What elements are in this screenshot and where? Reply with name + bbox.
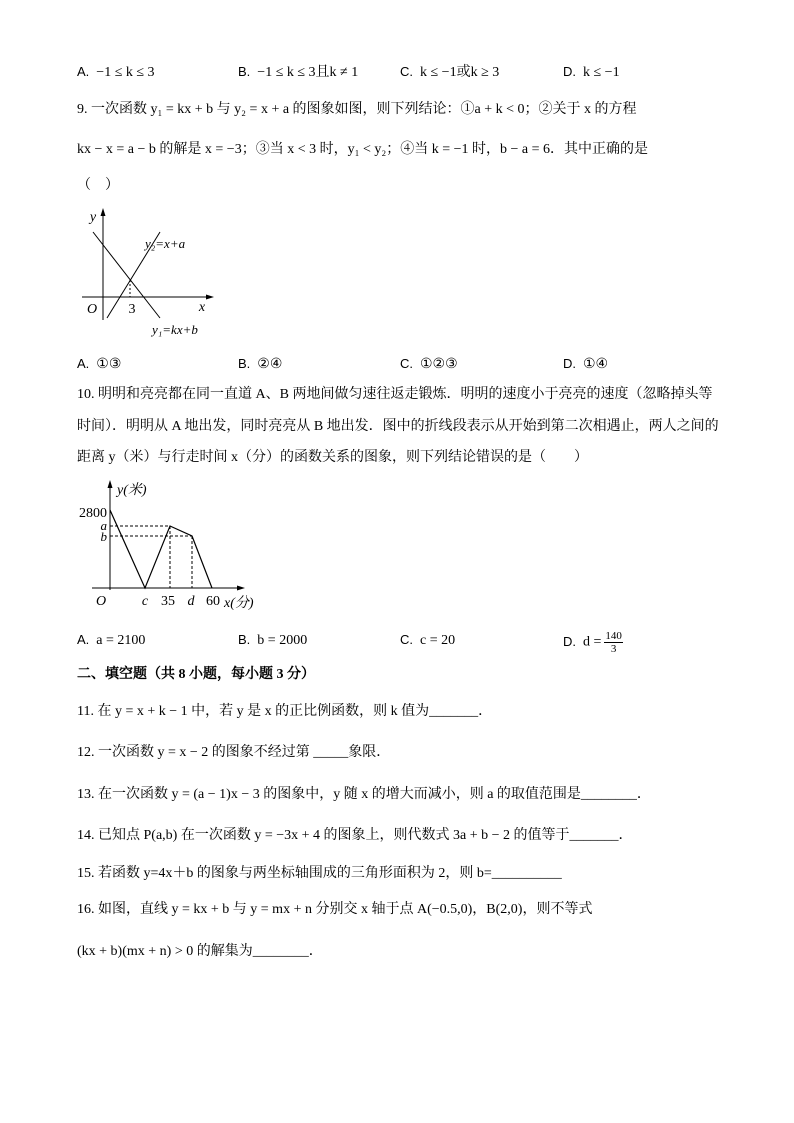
option-text: ①②③ <box>420 357 458 372</box>
q10-graph <box>70 478 270 613</box>
fraction-denominator: 3 <box>610 643 617 655</box>
distance-polyline <box>110 510 212 588</box>
option-text: b = 2000 <box>257 633 308 648</box>
option-text: a = 2100 <box>96 633 146 648</box>
q12-text: 12. 一次函数 y = x − 2 的图象不经过第 _____象限． <box>77 745 391 760</box>
q8-option-d <box>563 62 620 83</box>
x-tick-c: c <box>141 594 149 609</box>
option-letter: D. <box>563 356 576 371</box>
section-heading: 二、填空题（共 8 小题，每小题 3 分） <box>77 667 315 682</box>
y-tick-b: b <box>100 529 107 544</box>
option-text: −1 ≤ k ≤ 3 <box>96 65 155 80</box>
x-axis-arrow <box>206 295 214 300</box>
tick-label-3: 3 <box>128 302 136 317</box>
q9-option-c <box>400 354 458 375</box>
q9-answer-bracket: （ ） <box>77 178 119 193</box>
q10-option-b <box>238 630 307 651</box>
q9-option-a <box>77 354 121 375</box>
q14-text: 14. 已知点 P(a,b) 在一次函数 y = −3x + 4 的图象上，则代数式 3a + b − 2 的值等于_______． <box>77 828 633 843</box>
option-letter: C. <box>400 632 413 647</box>
q9-line-2: kx − x = a − b 的解是 x = −3；③当 x < 3 时，y₁ < y₂；④当 k = −1 时，b − a = 6．其中正确的是 <box>77 142 649 157</box>
q9-graph <box>75 205 215 345</box>
option-letter: C. <box>400 356 413 371</box>
q16-line-1: 16. 如图，直线 y = kx + b 与 y = mx + n 分别交 x 轴于点 A(−0.5,0)，B(2,0)，则不等式 <box>77 902 593 917</box>
x-tick-d: d <box>187 594 195 609</box>
option-letter: A. <box>77 64 90 79</box>
option-text: k ≤ −1或k ≥ 3 <box>420 65 500 80</box>
option-text: ②④ <box>257 357 283 372</box>
option-letter: D. <box>563 633 576 649</box>
q9-line-1: 9. 一次函数 y₁ = kx + b 与 y₂ = x + a 的图象如图，则下列结论：①a + k < 0；②关于 x 的方程 <box>77 102 637 117</box>
option-letter: B. <box>238 632 251 647</box>
origin-label: O <box>86 302 98 317</box>
q10-option-a <box>77 630 145 651</box>
origin-label: O <box>95 594 107 609</box>
x-axis-label: x(分) <box>224 596 254 611</box>
option-text: k ≤ −1 <box>583 65 620 80</box>
y-tick-2800: 2800 <box>79 506 107 521</box>
y-axis-label: y(米) <box>117 483 147 498</box>
option-text: d = <box>583 634 602 650</box>
q10-option-d <box>563 630 623 655</box>
option-letter: A. <box>77 632 90 647</box>
option-text: c = 20 <box>420 633 456 648</box>
q8-option-c <box>400 62 499 83</box>
option-letter: C. <box>400 64 413 79</box>
q10-line-2: 时间）．明明从 A 地出发，同时亮亮从 B 地出发．图中的折线段表示从开始到第二次相遇止，两人之间的 <box>77 419 719 434</box>
q10-line-1: 10. 明明和亮亮都在同一直道 A、B 两地间做匀速往返走锻炼．明明的速度小于亮亮的速度（忽略掉头等 <box>77 387 713 402</box>
option-letter: D. <box>563 64 576 79</box>
x-tick-35: 35 <box>161 594 175 609</box>
option-text: ①③ <box>96 357 122 372</box>
fraction <box>604 630 623 655</box>
q11-text: 11. 在 y = x + k − 1 中，若 y 是 x 的正比例函数，则 k 值为_______． <box>77 704 493 719</box>
x-axis-arrow <box>237 586 245 591</box>
x-axis-label: x <box>198 300 206 315</box>
q15-text: 15. 若函数 y=4x＋b 的图象与两坐标轴围成的三角形面积为 2，则 b=__________ <box>77 866 562 881</box>
q8-option-a <box>77 62 155 83</box>
fraction-numerator: 140 <box>605 630 622 642</box>
q8-option-b <box>238 62 358 83</box>
option-text: −1 ≤ k ≤ 3且k ≠ 1 <box>257 65 359 80</box>
q9-option-b <box>238 354 282 375</box>
option-text: ①④ <box>583 357 609 372</box>
y-axis-arrow <box>108 480 113 488</box>
y-axis-arrow <box>101 208 106 216</box>
q13-text: 13. 在一次函数 y = (a − 1)x − 3 的图象中，y 随 x 的增大而减小，则 a 的取值范围是________． <box>77 787 651 802</box>
line-y1-label: y₁=kx+b <box>152 322 198 337</box>
q16-line-2: (kx + b)(mx + n) > 0 的解集为________． <box>77 944 323 959</box>
line-y2-label: y₂=x+a <box>145 236 186 251</box>
option-letter: A. <box>77 356 90 371</box>
q10-line-3: 距离 y（米）与行走时间 x（分）的函数关系的图象，则下列结论错误的是（ ） <box>77 450 588 465</box>
y-axis-label: y <box>89 210 97 225</box>
x-tick-60: 60 <box>206 594 220 609</box>
y-tick-a: a <box>100 518 107 533</box>
option-letter: B. <box>238 64 251 79</box>
q10-option-c <box>400 630 455 651</box>
q9-option-d <box>563 354 608 375</box>
option-letter: B. <box>238 356 251 371</box>
